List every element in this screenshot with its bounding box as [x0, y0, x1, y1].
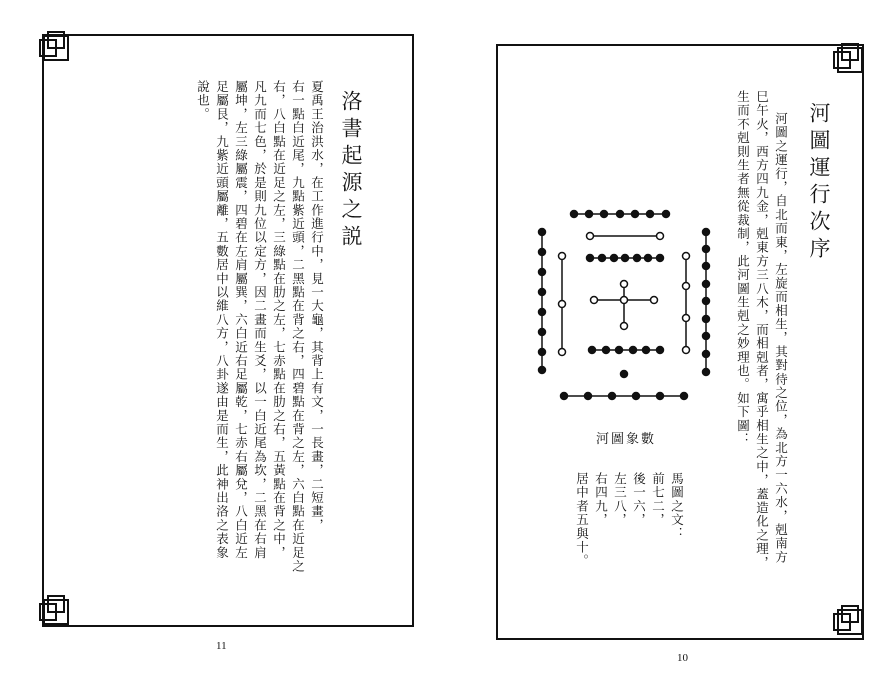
note-column: 馬圖之文：: [669, 472, 685, 541]
text-column: 河圖之運行，自北而東，左旋而相生，其對待之位，為北方一六水，剋南方: [773, 112, 789, 565]
note-column: 前七二，: [650, 472, 666, 527]
text-column: 屬坤，左三綠屬震，四碧在左肩屬巽，六白近右足屬乾，七赤右屬兌，八白近左: [233, 80, 249, 560]
text-column: 生而不剋則生者無從裁制，此河圖生剋之妙理也。如下圖：: [735, 90, 751, 447]
text-column: 巳午火，西方四九金，剋東方三八木，而相剋者，寓乎相生之中，蓋造化之理，: [754, 90, 770, 570]
page-number: 11: [216, 640, 227, 652]
text-column: 右，八白點在近足之左，三綠點在肋之左，七赤點在肋之右，五黃點在背之中，: [271, 80, 287, 560]
text-column: 說也。: [195, 80, 211, 122]
ornament-corner-icon: [38, 30, 74, 66]
text-column: 右一點白近尾，九點紫近頭，二黑點在背之右，四碧點在背之左，六白點在近足之: [290, 80, 306, 574]
ornament-corner-icon: [832, 42, 868, 78]
note-column: 後一六，: [631, 472, 647, 527]
page-number: 10: [677, 652, 688, 664]
text-column: 夏禹王治洪水，在工作進行中，見一大龜，其背上有文，一長畫，二短畫，: [309, 80, 325, 533]
ornament-corner-icon: [38, 594, 74, 630]
diagram-caption: 河圖象數: [596, 432, 657, 447]
text-column: 凡九而七色，於是則九位以定方，因二畫而生爻，以一白近尾為坎，二黑在右肩: [252, 80, 268, 560]
text-column: 足屬艮，九紫近頭屬離，五數居中以維八方，八卦遂由是而生，此神出洛之表象: [214, 80, 230, 560]
ornament-corner-icon: [832, 604, 868, 640]
note-column: 右四九，: [593, 472, 609, 527]
note-column: 居中者五與十。: [574, 472, 590, 568]
note-column: 左三八，: [612, 472, 628, 527]
right-page: [444, 0, 888, 682]
left-page-title: 洛書起源之説: [339, 90, 363, 252]
right-page-title: 河圖運行次序: [807, 102, 831, 264]
hetu-diagram: [534, 200, 724, 405]
